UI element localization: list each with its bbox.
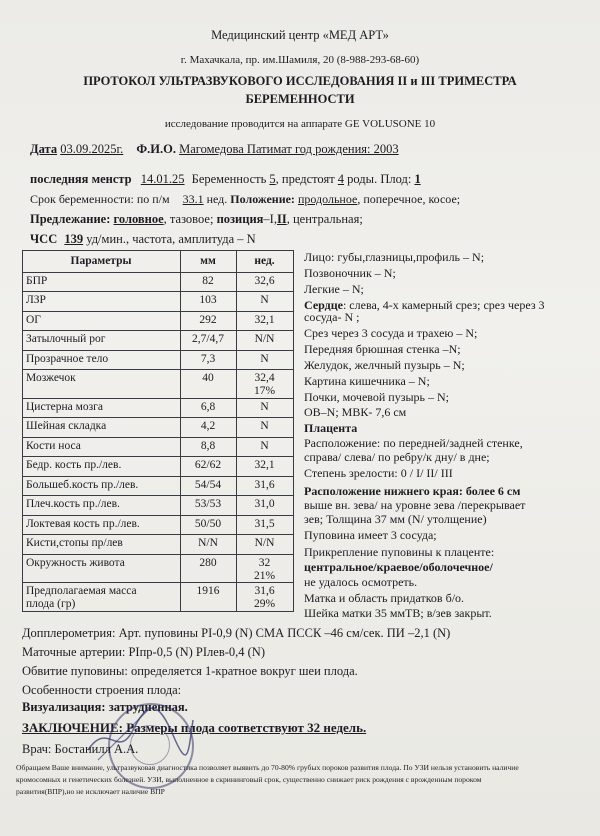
position-label: Положение: (230, 192, 295, 206)
table-cell-mm: 40 (202, 372, 214, 385)
heart-label: Сердце (304, 298, 343, 312)
table-cell-mm: 292 (199, 313, 217, 326)
doctor-line: Врач: Бостанилл А.А. (22, 742, 139, 756)
table-cell-param: Мозжечок (26, 372, 76, 385)
lower-edge-3: зев; Толщина 37 мм (N/ утолщение) (304, 512, 487, 526)
table-cell-weeks: 31,5 (254, 517, 275, 530)
table-header: Параметры (70, 255, 132, 267)
protocol-title-line1: ПРОТОКОЛ УЛЬТРАЗВУКОВОГО ИССЛЕДОВАНИЯ II и III ТРИМЕСТРА (83, 74, 517, 88)
lower-edge-1: Расположение нижнего края: более 6 см (304, 484, 521, 498)
delivery-suffix: роды. Плод: (347, 172, 412, 186)
delivery-label: , предстоят (275, 172, 335, 186)
date-value: 03.09.2025г. (60, 142, 124, 156)
table-cell-percentile: 21% (253, 569, 276, 582)
uterine-arteries-line: Маточные артерии: PIпр-0,5 (N) PIлев-0,4 (N) (22, 645, 265, 659)
placenta-location-2: справа/ слева/ по ребру/к дну/ в дне; (304, 450, 490, 464)
table-cell-weeks: 32,6 (254, 275, 275, 287)
table-cell-weeks: 32,4 (254, 372, 275, 385)
fetus-count: 1 (414, 172, 421, 186)
pos-label: позиция (216, 212, 264, 226)
abdominal-wall-line: Передняя брюшная стенка –N; (304, 342, 461, 356)
table-cell-mm: 1916 (196, 585, 220, 598)
table-cell-mm: 280 (199, 556, 217, 569)
delivery-value: 4 (337, 172, 345, 186)
table-cell-mm: N/N (198, 537, 218, 550)
table-cell-weeks: N (260, 400, 269, 413)
table-cell-weeks: 32,1 (254, 313, 275, 326)
table-cell-mm: 2,7/4,7 (192, 333, 224, 346)
table-cell-param: БПР (26, 275, 48, 287)
table-cell-percentile: 29% (253, 598, 276, 611)
table-cell-mm: 53/53 (194, 498, 222, 511)
table-cell-param: Шейная складка (26, 420, 107, 433)
table-cell-param: Затылочный рог (26, 333, 106, 346)
table-cell-param: плода (гр) (26, 598, 76, 611)
table-cell-mm: 103 (199, 294, 217, 307)
table-cell-param: Большеб.кость пр./лев. (26, 478, 139, 491)
heart-rate-value: 139 (64, 232, 84, 246)
date-label: Дата (30, 142, 58, 156)
presentation-line (30, 212, 363, 227)
lmp-label: последняя менстр (30, 172, 132, 186)
table-cell-percentile: 17% (253, 385, 276, 398)
parameters-table (22, 250, 294, 611)
features-line: Особенности строения плода: (22, 683, 182, 697)
table-cell-mm: 82 (202, 275, 214, 287)
table-cell-param: Предполагаемая масса (26, 585, 137, 598)
three-vessels-line: Срез через 3 сосуда и трахею – N; (304, 326, 478, 340)
table-cell-weeks: 31,6 (254, 478, 275, 491)
table-cell-weeks: N (260, 352, 269, 365)
table-cell-mm: 7,3 (200, 352, 216, 365)
presentation-rest: , тазовое; (163, 212, 214, 226)
table-cell-param: Локтевая кость пр./лев. (26, 517, 140, 530)
history-line (30, 172, 421, 187)
clinic-name: Медицинский центр «МЕД АРТ» (211, 28, 389, 42)
fio-value: Магомедова Патимат год рождения: 2003 (179, 142, 399, 156)
presentation-selected: головное (113, 212, 164, 226)
presentation-label: Предлежание: (30, 212, 111, 226)
pos-value: –I, (263, 212, 277, 226)
placenta-label: Плацента (304, 421, 358, 435)
date-fio-line (30, 142, 399, 157)
stomach-line: Желудок, желчный пузырь – N; (304, 358, 465, 372)
bowel-line: Картина кишечника – N; (304, 374, 430, 388)
table-cell-mm: 50/50 (194, 517, 222, 530)
entanglement-line: Обвитие пуповины: определяется 1-кратное вокруг шеи плода. (22, 664, 358, 678)
face-line: Лицо: губы,глазницы,профиль – N; (304, 250, 485, 264)
pos-selected: II (276, 212, 287, 226)
position-selected: продольное (297, 192, 358, 206)
table-cell-param: ОГ (26, 313, 41, 326)
table-header: нед. (254, 255, 275, 267)
table-cell-weeks: N (260, 294, 269, 307)
placenta-location-1: Расположение: по передней/задней стенке, (304, 436, 523, 450)
table-cell-mm: 6,8 (200, 400, 216, 413)
table-cell-param: Окружность живота (26, 556, 125, 569)
table-cell-param: Цистерна мозга (26, 400, 103, 413)
pregnancy-value: 5 (269, 172, 276, 186)
table-header: мм (200, 255, 216, 267)
table-cell-mm: 8,8 (200, 439, 216, 452)
table-cell-weeks: 32 (258, 556, 271, 569)
table-cell-weeks: 32,1 (254, 459, 275, 472)
maturity-line: Степень зрелости: 0 / I/ II/ III (304, 466, 453, 480)
term-suffix: нед. (206, 192, 228, 206)
table-cell-weeks: N (260, 420, 269, 433)
uterus-line: Матка и область придатков б/о. (304, 591, 465, 605)
lungs-line: Легкие – N; (304, 282, 364, 296)
table-cell-param: Прозрачное тело (26, 352, 109, 365)
conclusion-line: ЗАКЛЮЧЕНИЕ: Размеры плода соответствуют 32 недель. (22, 720, 367, 735)
table-cell-weeks: N/N (254, 537, 275, 550)
cord-attach-2: центральное/краевое/оболочечное/ (304, 560, 493, 574)
heart-rate-rest: уд/мин., частота, амплитуда – N (86, 232, 256, 246)
clinic-address: г. Махачкала, пр. им.Шамиля, 20 (8-988-293-68-60) (180, 54, 420, 66)
term-value: 33.1 (182, 192, 204, 206)
protocol-title-line2: БЕРЕМЕННОСТИ (245, 92, 355, 106)
lmp-value: 14.01.25 (140, 172, 185, 186)
cord-attach-3: не удалось осмотреть. (304, 575, 418, 589)
spine-line: Позвоночник – N; (304, 266, 396, 280)
kidneys-line: Почки, мочевой пузырь – N; (304, 390, 449, 404)
pregnancy-label: Беременность (191, 172, 267, 186)
table-cell-weeks: 31,6 (254, 585, 275, 598)
heart-line-2: сосуда- N ; (304, 310, 360, 324)
heart-rate-label: ЧСС (30, 232, 58, 246)
amniotic-line: ОВ–N; МВК- 7,6 см (304, 405, 407, 419)
notice-line-1: Обращаем Ваше внимание, ультразвуковая диагностика позволяет выявить до 70-80% грубых пороков развития плода. По УЗИ нельзя установить наличие (16, 763, 519, 772)
cord-vessels-line: Пуповина имеет 3 сосуда; (304, 528, 437, 542)
term-line (30, 192, 460, 207)
notice-line-2: кромосомных и генетических болезней. УЗИ, выполненное в скрининговый срок, существенно снижает риск рождения с врожденным пороком (16, 775, 482, 784)
cervix-line: Шейка матки 35 ммТВ; в/зев закрыт. (304, 606, 492, 620)
cord-attach-1: Прикрепление пуповины к плаценте: (304, 545, 495, 559)
table-cell-weeks: N (260, 439, 269, 452)
device-line: исследование проводится на аппарате GE VOLUSONE 10 (164, 118, 436, 130)
table-cell-param: Кости носа (26, 439, 81, 452)
table-cell-param: Кисти,стопы пр/лев (26, 537, 123, 550)
position-rest: , поперечное, косое; (357, 192, 461, 206)
visualization-line: Визуализация: затрудненная. (22, 700, 188, 714)
table-cell-mm: 4,2 (200, 420, 216, 433)
table-cell-mm: 54/54 (194, 478, 222, 491)
table-cell-param: Плеч.кость пр./лев. (26, 498, 120, 511)
table-cell-weeks: 31,0 (254, 498, 275, 511)
heart-text: : слева, 4-х камерный срез; срез через 3 (342, 298, 545, 312)
heart-rate-line (30, 232, 256, 247)
lower-edge-2: выше вн. зева/ на уровне зева /перекрывает (304, 498, 526, 512)
table-cell-param: ЛЗР (26, 294, 46, 307)
table-cell-weeks: N/N (254, 333, 275, 346)
fio-label: Ф.И.О. (136, 142, 176, 156)
table-cell-mm: 62/62 (194, 459, 222, 472)
pos-rest: , центральная; (286, 212, 363, 226)
notice-line-3: развития(ВПР),но не исключает наличие ВПР (16, 787, 165, 796)
table-cell-param: Бедр. кость пр./лев. (26, 459, 122, 472)
term-label: Срок беременности: по п/м (30, 192, 170, 206)
doppler-line: Допплерометрия: Арт. пуповины PI-0,9 (N) СМА ПСCК –46 см/сек. ПИ –2,1 (N) (22, 626, 451, 640)
